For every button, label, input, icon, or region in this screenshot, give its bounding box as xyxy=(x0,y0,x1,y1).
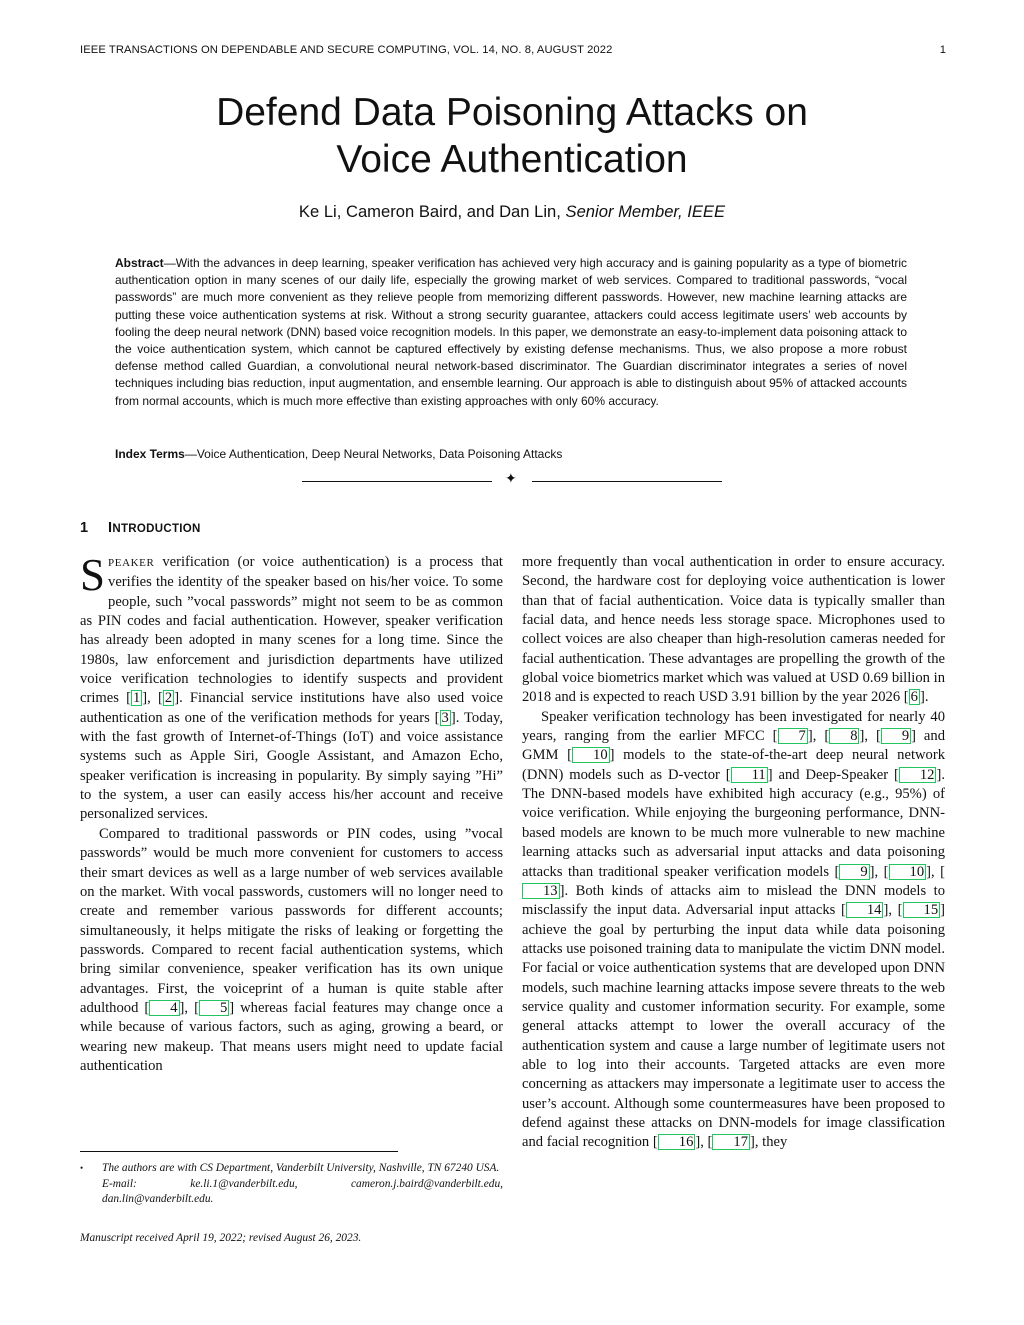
section-title-initial: I xyxy=(108,520,113,536)
text-run: , xyxy=(874,863,884,880)
section-heading xyxy=(80,520,201,536)
paragraph: Compared to traditional passwords or PIN codes, using ”vocal passwords” would be much more convenient for customers to access their smart devices as well as a large number of web services available on the market. With vocal passwords, customers will no longer need to create and remember various passwords for different accounts; simultaneously, it helps mitigate the risks of leaking or forgetting the passwords. Compared to recent facial authentication systems, which bring similar convenience, speaker verification has its own unique advantages. First, the voiceprint of a human is quite stable after adulthood [ 4 ], [ 5 ] whereas facial features may change once a while because of various factors, such as aging, growing a beard, or wearing new makeup. That means users might need to update facial authentication xyxy=(80,825,503,1074)
drop-cap: S xyxy=(80,550,106,600)
citation-link[interactable]: 9 xyxy=(881,728,911,744)
text-run: achieve the goal by perturbing the input data while data poisoning attacks use poisoned training data to manipulate the victim DNN model. For facial or voice authentication systems that are developed upon DNN models, such machine learning attacks impose severe threats to the web service quality and customer information security. For example, some general attacks attempt to lower the overall accuracy of the authentication system and cause a large number of legitimate users not able to log into their accounts. Targeted attacks are even more concerning as attackers may impersonate a legitimate user to access the user’s account. Although some countermeasures have been proposed to defend against these attacks on DNN-models for image classification and facial recognition xyxy=(522,921,945,1151)
index-terms-text: —Voice Authentication, Deep Neural Networks, Data Poisoning Attacks xyxy=(184,447,563,461)
paragraph: more frequently than vocal authentication in order to ensure accuracy. Second, the hardware cost for deploying voice authentication is lower than that of facial authentication. Voice data is typically smaller than facial data, and hence needs less storage space. Microphones used to collect voices are also cheaper than high-resolution cameras needed for facial authentication. These advantages are propelling the growth of the global voice biometrics market which was valued at USD 0.69 billion in 2018 and is expected to reach USD 3.91 billion by the year 2026 [ 6 ]. xyxy=(522,554,945,706)
text-run: Speaker verification technology has been investigated for nearly 40 years, ranging from the earlier MFCC xyxy=(522,708,945,745)
citation-link[interactable]: 10 xyxy=(889,864,927,880)
footnote-email: E-mail: ke.li.1@vanderbilt.edu, cameron.j.baird@vanderbilt.edu, dan.lin@vanderbilt.edu. xyxy=(102,1177,503,1206)
text-run: models to the state-of-the-art deep neural network (DNN) models such as D-vector xyxy=(522,747,945,783)
text-run: . Today, with the fast growth of Internet-of-Things (IoT) and voice assistance systems such as Apple Siri, Google Assistant, and Amazon Echo, speaker verification is increasing in popularity. By simply saying ”Hi” to the system, a user can easily access his/her account and receive personalized services. xyxy=(80,709,503,823)
text-run: verification (or voice authentication) is a process that verifies the identity of the speaker based on his/her voice. To some people, such ”vocal passwords” might not seem to be as common as PIN codes and facial authentication. However, speaker verification has already been adopted in many scenes for a long time. Since the 1980s, law enforcement and jurisdiction departments have utilized voice verification technologies to identify suspects and provident crimes xyxy=(80,554,503,707)
text-run: , xyxy=(147,690,159,707)
citation-link[interactable]: 14 xyxy=(846,902,884,918)
index-terms-label: Index Terms xyxy=(115,447,185,461)
divider-rule-right xyxy=(532,481,722,482)
citation-link[interactable]: 16 xyxy=(658,1134,696,1150)
section-number: 1 xyxy=(80,520,89,536)
footnote-bullet: • xyxy=(80,1163,84,1173)
manuscript-note: Manuscript received April 19, 2022; revised August 26, 2023. xyxy=(80,1232,362,1244)
text-run: more frequently than vocal authentication in order to ensure accuracy. Second, the hardware cost for deploying voice authentication is lower than that of facial authentication. Voice data is typically smaller than facial data, and hence needs less storage space. Microphones used to collect voices are also cheaper than high-resolution cameras needed for facial authentication. These advantages are propelling the growth of the global voice biometrics market which was valued at USD 0.69 billion in 2018 and is expected to reach USD 3.91 billion by the year 2026 xyxy=(522,554,945,706)
left-column xyxy=(80,550,504,1076)
text-run: , xyxy=(888,902,898,919)
divider-diamond-icon: ✦ xyxy=(505,472,517,487)
right-column xyxy=(522,553,945,1153)
citation-link[interactable]: 13 xyxy=(522,883,560,899)
running-header xyxy=(80,44,946,60)
text-run: , xyxy=(931,863,941,880)
text-run: , they xyxy=(754,1134,788,1151)
text-run: . Financial service institutions have also used voice authentication as one of the verification methods for years xyxy=(80,690,504,726)
author-role: Senior Member, IEEE xyxy=(565,202,726,221)
citation-link[interactable]: 4 xyxy=(149,1000,179,1016)
text-run: , xyxy=(864,728,876,745)
index-terms xyxy=(115,446,907,463)
abstract-label: Abstract xyxy=(115,256,164,270)
text-run: . The DNN-based models have exhibited high accuracy (e.g., 95%) of voice verification. While enjoying the burgeoning performance, DNN-based models are known to be much more vulnerable to new machine learning attacks such as adversarial input attacks and data poisoning attacks than traditional speaker verification models xyxy=(522,766,945,880)
footnote-affiliation: The authors are with CS Department, Vanderbilt University, Nashville, TN 67240 USA. xyxy=(102,1162,500,1174)
citation-link[interactable]: 11 xyxy=(731,767,768,783)
journal-header: IEEE TRANSACTIONS ON DEPENDABLE AND SECURE COMPUTING, VOL. 14, NO. 8, AUGUST 2022 xyxy=(80,44,613,56)
author-line xyxy=(100,202,924,222)
abstract-text: —With the advances in deep learning, speaker verification has achieved very high accuracy and is gaining popularity as a type of biometric authentication option in many scenes of our daily life, especially the growing market of web services. Compared to traditional passwords, “vocal passwords” are much more convenient as they relieve people from memorizing different passwords. However, new machine learning attacks are putting these voice authentication systems at risk. Without a strong security guarantee, attackers could access legitimate users’ web accounts by fooling the deep neural network (DNN) based voice recognition models. In this paper, we demonstrate an easy-to-implement data poisoning attack to the voice authentication system, which cannot be captured effectively by existing defense mechanisms. Thus, we also propose a more robust defense method called Guardian, a convolutional neural network-based discriminator. The Guardian discriminator integrates a series of novel techniques including bias reduction, input augmentation, and ensemble learning. Our approach is able to distinguish about 95% of attacked accounts from normal accounts, which is much more effective than existing approaches with only 60% accuracy. xyxy=(115,256,907,408)
citation-link[interactable]: 15 xyxy=(903,902,941,918)
text-run: , xyxy=(184,999,195,1016)
footnote-rule xyxy=(80,1151,398,1152)
title-line-2: Voice Authentication xyxy=(336,138,688,181)
text-run: and Deep-Speaker xyxy=(772,766,894,783)
divider-rule-left xyxy=(302,481,492,482)
paragraph: Speaker verification technology has been investigated for nearly 40 years, ranging from the earlier MFCC [ 7 ], [ 8 ], [ 9 ] and GMM [ 10 ] models to the state-of-the-art deep neural network (DNN) models such as D-vector [ 11 ] and Deep-Speaker [ 12 ]. The DNN-based models have exhibited high accuracy (e.g., 95%) of voice verification. While enjoying the burgeoning performance, DNN-based models are known to be much more vulnerable to new machine learning attacks such as adversarial input attacks and data poisoning attacks than traditional speaker verification models [ 9 ], [ 10 ], [13 ]. Both kinds of attacks aim to mislead the DNN models to misclassify the input data. Adversarial input attacks [ 14 ], [ 15 ] achieve the goal by perturbing the input data while data poisoning attacks use poisoned training data to manipulate the victim DNN model. For facial or voice authentication systems that are developed upon DNN models, such machine learning attacks impose severe threats to the web service quality and customer information security. For example, some general attacks attempt to lower the overall accuracy of the authentication system and cause a large number of legitimate users not able to log into their accounts. Targeted attacks are even more concerning as attackers may impersonate a legitimate user to access the user’s account. Although some countermeasures have been proposed to defend against these attacks on DNN-models for image classification and facial recognition [ 16 ], [ 17 ], they xyxy=(522,708,946,1151)
section-title-rest: NTRODUCTION xyxy=(112,523,201,535)
paragraph: SPEAKER verification (or voice authentication) is a process that verifies the identity of the speaker based on his/her voice. To some people, such ”vocal passwords” might not seem to be as common as PIN codes and facial authentication. However, speaker verification has already been adopted in many scenes for a long time. Since the 1980s, law enforcement and jurisdiction departments have utilized voice verification technologies to identify suspects and provident crimes [ 1 ], [ 2 ]. Financial service institutions have also used voice authentication as one of the verification methods for years [ 3 ]. Today, with the fast growth of Internet-of-Things (IoT) and voice assistance systems such as Apple Siri, Google Assistant, and Amazon Echo, speaker verification is increasing in popularity. By simply saying ”Hi” to the system, a user can easily access his/her account and receive personalized services. xyxy=(80,550,504,823)
citation-link[interactable]: 10 xyxy=(572,747,610,763)
citation-link[interactable]: 8 xyxy=(829,728,859,744)
citation-link[interactable]: 12 xyxy=(899,767,937,783)
section-divider xyxy=(302,474,722,488)
title-line-1: Defend Data Poisoning Attacks on xyxy=(216,91,808,134)
abstract xyxy=(115,255,907,410)
citation-link[interactable]: 9 xyxy=(839,864,869,880)
text-run: Compared to traditional passwords or PIN codes, using ”vocal passwords” would be much more convenient for customers to access their smart devices as well as a large number of web services available on the market. With vocal passwords, customers will no longer need to create and remember various passwords for different accounts; simultaneously, it helps mitigate the risks of leaking or forgetting the passwords. Compared to recent facial authentication systems, which bring similar convenience, speaker verification has its own unique advantages. First, the voiceprint of a human is quite stable after adulthood xyxy=(80,825,503,1016)
text-run: whereas facial features may change once a while because of various factors, such as aging, growing a beard, or wearing new makeup. That means users might need to update facial authentication xyxy=(80,999,503,1074)
citation-link[interactable]: 7 xyxy=(778,728,808,744)
smallcaps-lead: PEAKER xyxy=(108,557,155,569)
author-names: Ke Li, Cameron Baird, and Dan Lin, xyxy=(298,202,561,221)
citation-link[interactable]: 2 xyxy=(164,690,173,707)
citation-link[interactable]: 17 xyxy=(712,1134,750,1150)
text-run: , xyxy=(812,728,825,745)
citation-link[interactable]: 6 xyxy=(910,689,918,706)
text-run: . Both kinds of attacks aim to mislead the DNN models to misclassify the input data. Adversarial input attacks xyxy=(522,882,945,919)
text-run: and GMM xyxy=(522,728,946,764)
citation-link[interactable]: 1 xyxy=(132,690,141,707)
footnote xyxy=(80,1161,503,1208)
citation-link[interactable]: 5 xyxy=(199,1000,229,1016)
citation-link[interactable]: 3 xyxy=(441,709,449,726)
text-run: . xyxy=(924,689,929,706)
paper-title xyxy=(100,89,924,183)
arxiv-identifier xyxy=(19,373,69,958)
text-run: , xyxy=(700,1134,708,1151)
page-number: 1 xyxy=(939,44,946,56)
